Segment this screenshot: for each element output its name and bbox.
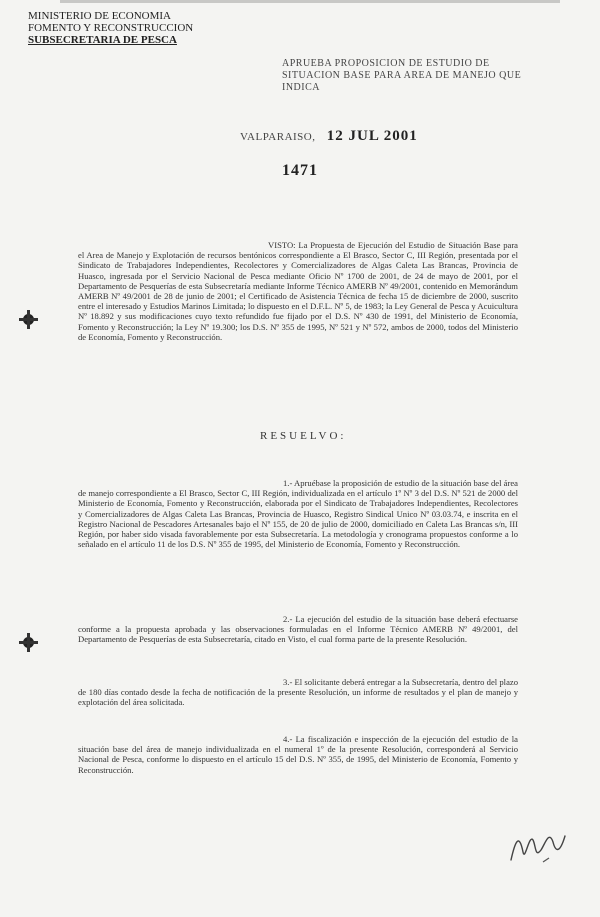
visto-paragraph xyxy=(78,240,518,342)
item-3 xyxy=(78,677,518,708)
place-date xyxy=(240,128,418,145)
item-1 xyxy=(78,478,518,549)
item-text: La fiscalización e inspección de la ejecución del estudio de la situación base del área de manejo individualizada en el numeral 1º de la presente Resolución, corresponderá al Servicio Nacional de Pesca, conforme lo dispuesto en el artículo 15 del D.S. Nº 355, de 1995, del Ministerio de Economía, Fomento y Reconstrucción. xyxy=(78,734,518,775)
top-scan-edge xyxy=(60,0,560,3)
item-4 xyxy=(78,734,518,775)
item-text: Apruébase la proposición de estudio de la situación base del área de manejo correspondiente a El Brasco, Sector C, III Región, individualizada en el artículo 1º Nº 3 del D.S. Nº 521 de 2000 del Ministerio de Economía, Fomento y Reconstrucción, elaborada por el Sindicato de Trabajadores Independientes, Recolectores y Comercializadores de Algas Caleta Las Brancas, Provincia de Huasco, Registro Sindical Unico Nº 03.03.74, e inscrita en el Registro Nacional de Pescadores Artesanales bajo el Nº 155, de 20 de julio de 2000, domiciliado en Caleta Las Brancas s/n, III Región, por haber sido visada favorablemente por esta Subsecretaría. La metodología y cronograma propuestos conforme a lo señalado en el artículo 11 de los D.S. Nº 355 de 1995, del Ministerio de Economía, Fomento y Reconstrucción. xyxy=(78,478,518,550)
letterhead xyxy=(28,10,208,46)
letterhead-ministry: MINISTERIO DE ECONOMIA xyxy=(28,10,171,22)
item-text: El solicitante deberá entregar a la Subsecretaría, dentro del plazo de 180 días contado desde la fecha de notificación de la presente Resolución, un informe de resultados y el plan de manejo y explotación del área solicitada. xyxy=(78,677,518,708)
item-number: 1.- xyxy=(283,478,293,488)
resolution-subject: APRUEBA PROPOSICION DE ESTUDIO DE SITUACION BASE PARA AREA DE MANEJO QUE INDICA xyxy=(282,58,522,93)
city: VALPARAISO, xyxy=(240,131,316,143)
visto-label: VISTO: xyxy=(268,240,296,250)
punch-hole-icon xyxy=(23,637,34,648)
item-number: 2.- xyxy=(283,614,293,624)
date-stamp: 12 JUL 2001 xyxy=(326,128,418,144)
handwritten-signature-icon xyxy=(505,822,575,867)
punch-hole-icon xyxy=(23,314,34,325)
letterhead-ministry-line2: FOMENTO Y RECONSTRUCCION xyxy=(28,22,194,34)
item-2 xyxy=(78,614,518,645)
item-number: 3.- xyxy=(283,677,293,687)
item-text: La ejecución del estudio de la situación base deberá efectuarse conforme a la propuesta aprobada y las observaciones formuladas en el Informe Técnico AMERB Nº 49/2001, del Departamento de Pesquerías de esta Subsecretaría, citado en Visto, el cual forma parte de la presente Resolución. xyxy=(78,614,518,645)
visto-text: La Propuesta de Ejecución del Estudio de Situación Base para el Area de Manejo y Explotación de recursos bentónicos correspondiente a El Brasco, Sector C, III Región, presentada por el Sindicato de Trabajadores Independientes, Recolectores y Comercializadores de Algas Caleta Las Brancas, Provincia de Huasco, ingresada por el Servicio Nacional de Pesca mediante Oficio Nº 1700 de 2001, de 24 de mayo de 2001, por el Departamento de Pesquerías de esta Subsecretaría mediante Informe Técnico AMERB Nº 49/2001, contenido en Memorándum AMERB Nº 49/2001 de 28 de junio de 2001; el Certificado de Asistencia Técnica de fecha 15 de diciembre de 2000, suscrito entre el interesado y Estudios Marinos Limitada; lo dispuesto en el D.F.L. Nº 5, de 1983; la Ley General de Pesca y Acuicultura Nº 18.892 y sus modificaciones cuyo texto refundido fue fijado por el D.S. Nº 430 de 1991, del Ministerio de Economía, Fomento y Reconstrucción; la Ley Nº 19.300; los D.S. Nº 355 de 1995, Nº 521 y Nº 572, ambos de 2000, todos del Ministerio de Economía, Fomento y Reconstrucción. xyxy=(78,240,518,342)
resuelvo-heading: RESUELVO: xyxy=(260,430,347,442)
document-number: 1471 xyxy=(282,162,318,179)
letterhead-subsecretaria: SUBSECRETARIA DE PESCA xyxy=(28,34,177,46)
item-number: 4.- xyxy=(283,734,293,744)
